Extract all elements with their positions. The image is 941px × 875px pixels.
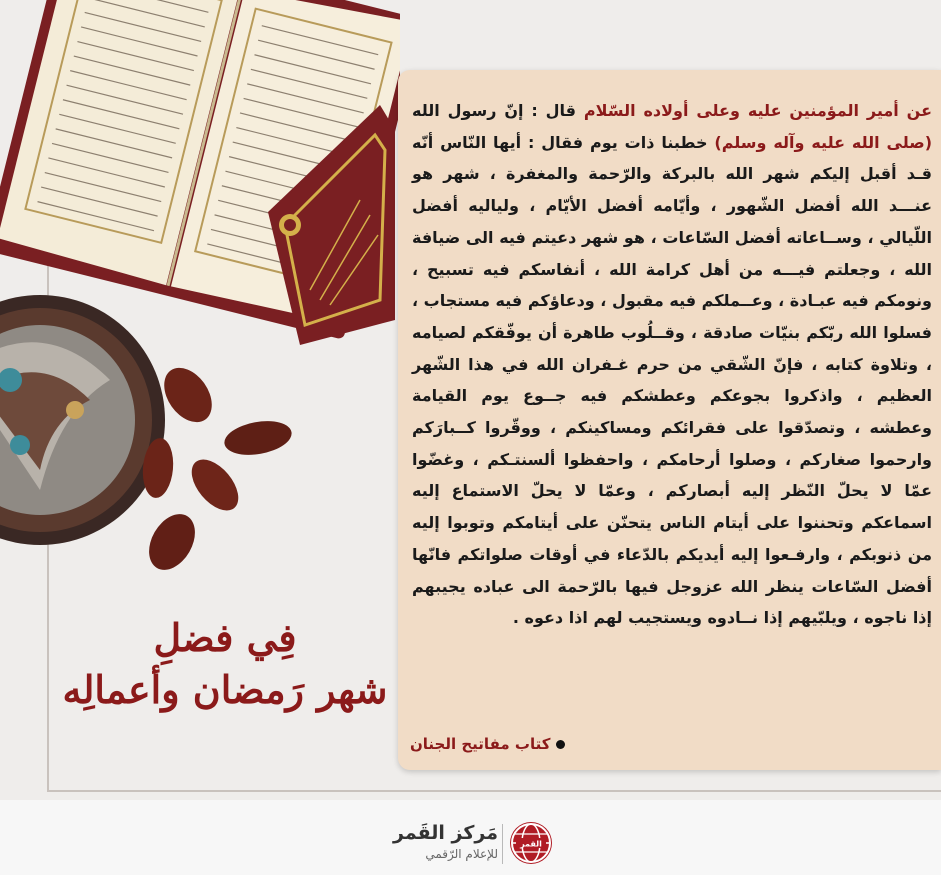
bullet-icon <box>556 740 565 749</box>
globe-logo-icon <box>510 822 552 864</box>
logo-name: مَركز القَمر <box>393 822 498 844</box>
title-line-2: شهر رَمضان وأعمالِه <box>62 667 388 712</box>
source-text: كتاب مفاتيح الجنان <box>410 735 551 753</box>
hadith-intro-rest: قال : إنّ رسول الله <box>412 101 584 120</box>
hadith-text <box>412 95 932 634</box>
page-title <box>55 612 395 716</box>
hadith-intro: عن أمير المؤمنين عليه وعلى أولاده السّلام <box>583 101 932 120</box>
dates-bowl-image <box>0 290 320 610</box>
title-line-1: فِي فضلِ <box>153 615 297 660</box>
source-citation <box>410 735 565 753</box>
frame-line-horizontal <box>47 790 941 792</box>
hadith-body: خطبنا ذات يوم فقال : أيها النّاس أنّه قـد أقبل إليكم شهر الله بالبركة والرّحمة والمغفرة ، شهر هو عنـــد الله أفضل الشّهور ، وأيّامه أفضل الأيّام ، ولياليه أفضل اللّيالي ، وســاعاته أفضل السّاعات ، هو شهر دعيتم فيه الى ضيافة الله ، وجعلتم فيـــه من أهل كرامة الله ، أنفاسكم فيه تسبيح ، ونومكم فيه عبـادة ، وعــملكم فيه مقبول ، ودعاؤكم فيه مستجاب ، فسلوا الله ربّكم بنيّات صادقة ، وقــلُوب طاهرة أن يوفّقكم لصيامه ، وتلاوة كتابه ، فإنّ الشّقي من حرم غـفران الله في هذا الشّهر العظيم ، واذكروا بجوعكم وعطشكم فيه جــوع يوم القيامة وعطشه ، وتصدّقوا على فقرائكم ومساكينكم ، ووقّروا كــبارَكم وارحموا صغاركم ، وصلوا أرحامكم ، واحفظوا ألسنتـكم ، وغضّوا عمّا لا يحلّ النّظر إليه أبصاركم ، وعمّا لا يحلّ الاستماع إليه اسماعكم وتحننوا على أيتام الناس يتحنّن على أيتامكم وتوبوا إليه من ذنوبكم ، وارفـعوا إليه أيديكم بالدّعاء في أوقات صلواتكم فانّها أفضل السّاعات ينظر الله عزوجل فيها بالرّحمة الى عباده يجيبهم إذا ناجوه ، ويلبّيهم إذا نــادوه ويستجيب لهم اذا دعوه . <box>412 132 932 628</box>
logo-emblem-text: القمر <box>520 839 542 849</box>
hadith-salawat: (صلى الله عليه وآله وسلم) <box>714 132 932 152</box>
logo-divider <box>502 824 503 864</box>
center-logo <box>390 820 570 868</box>
logo-subtitle: للإعلام الرّقمي <box>425 847 498 861</box>
